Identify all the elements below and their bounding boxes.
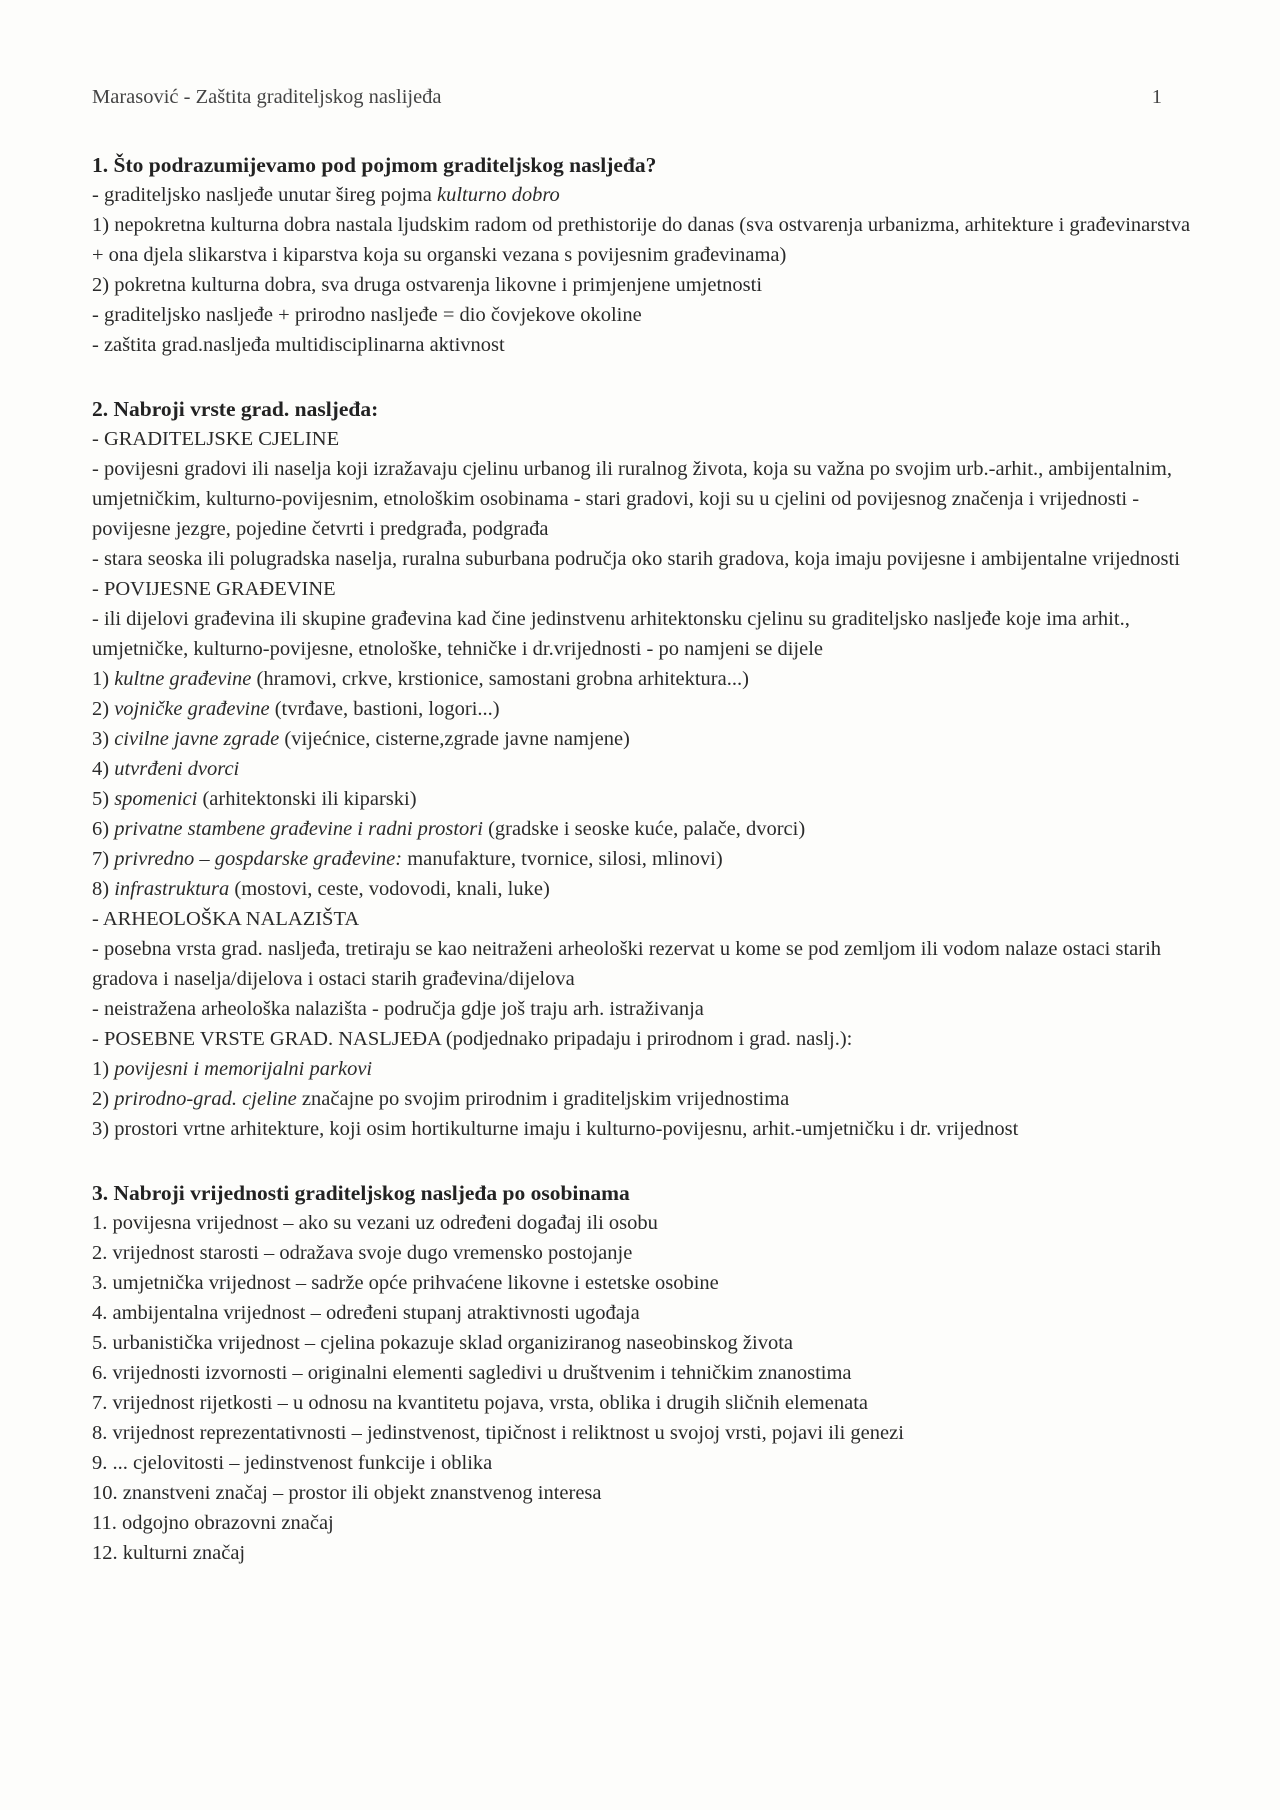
header-title: Marasović - Zaštita graditeljskog naslijeđa — [92, 86, 442, 108]
item-num: 1) — [92, 1058, 115, 1080]
s2-b-paragraph-1: - ili dijelovi građevina ili skupine građevina kad čine jedinstvenu arhitektonsku cjelinu su graditeljsko nasljeđe koje ima arhit., umjetničke, kulturno-povijesne, etnološke, tehničke i dr.vrijednosti - po namjeni se dijele — [92, 608, 1130, 660]
item-text: (gradske i seoske kuće, palače, dvorci) — [482, 818, 806, 840]
s2-c-paragraph-1: - posebna vrsta grad. nasljeđa, tretiraju se kao neitraženi arheološki rezervat u kome se pod zemljom ili vodom nalaze ostaci starih gradova i naselja/dijelova i ostaci starih građevina/dijelova — [92, 938, 1162, 990]
item-text: (tvrđave, bastioni, logori...) — [269, 698, 500, 720]
list-item: 11. odgojno obrazovni značaj — [92, 1512, 334, 1534]
item-emphasis: privatne stambene građevine i radni prostori — [114, 818, 483, 840]
s1-line-1-emphasis: kulturno dobro — [437, 184, 560, 206]
list-item: 10. znanstveni značaj – prostor ili objekt znanstvenog interesa — [92, 1482, 602, 1504]
item-emphasis: spomenici — [114, 788, 198, 810]
list-item — [92, 664, 1202, 694]
list-item: 9. ... cjelovitosti – jedinstvenost funkcije i oblika — [92, 1452, 493, 1474]
list-item — [92, 844, 1202, 874]
list-item: 3. umjetnička vrijednost – sadrže opće prihvaćene likovne i estetske osobine — [92, 1272, 719, 1294]
item-emphasis: privredno – gospdarske građevine: — [114, 848, 403, 870]
item-text: (arhitektonski ili kiparski) — [197, 788, 417, 810]
item-num: 7) — [92, 848, 115, 870]
s2-a-paragraph-2: - stara seoska ili polugradska naselja, ruralna suburbana područja oko starih gradova, koja imaju povijesne i ambijentalne vrijednosti — [92, 548, 1180, 570]
item-num: 1) — [92, 668, 115, 690]
section-1 — [92, 150, 1202, 360]
item-emphasis: civilne javne zgrade — [114, 728, 280, 750]
item-num: 4) — [92, 758, 115, 780]
list-item: 8. vrijednost reprezentativnosti – jedinstvenost, tipičnost i reliktnost u svojoj vrsti, pojavi ili genezi — [92, 1422, 904, 1444]
item-num: 3) — [92, 1118, 115, 1140]
item-num: 2) — [92, 1088, 115, 1110]
list-item — [92, 1084, 1202, 1114]
item-text: (vijećnice, cisterne,zgrade javne namjene) — [279, 728, 630, 750]
section-2-title: 2. Nabroji vrste grad. nasljeđa: — [92, 397, 379, 421]
s1-line-4: - graditeljsko nasljeđe + prirodno nasljeđe = dio čovjekove okoline — [92, 304, 642, 326]
item-emphasis: kultne građevine — [114, 668, 252, 690]
s1-line-3: 2) pokretna kulturna dobra, sva druga ostvarenja likovne i primjenjene umjetnosti — [92, 274, 763, 296]
s2-heading-arheoloska: - ARHEOLOŠKA NALAZIŠTA — [92, 908, 360, 930]
item-emphasis: infrastruktura — [114, 878, 230, 900]
item-num: 5) — [92, 788, 115, 810]
item-emphasis: prirodno-grad. cjeline — [114, 1088, 297, 1110]
item-emphasis: utvrđeni dvorci — [114, 758, 240, 780]
document-page — [92, 86, 1202, 1568]
item-num: 3) — [92, 728, 115, 750]
item-text: (mostovi, ceste, vodovodi, knali, luke) — [229, 878, 550, 900]
item-num: 6) — [92, 818, 115, 840]
list-item — [92, 784, 1202, 814]
section-1-title: 1. Što podrazumijevamo pod pojmom graditeljskog nasljeđa? — [92, 153, 657, 177]
s1-line-1 — [92, 180, 1202, 210]
list-item: 4. ambijentalna vrijednost – određeni stupanj atraktivnosti ugođaja — [92, 1302, 640, 1324]
s1-line-2: 1) nepokretna kulturna dobra nastala ljudskim radom od prethistorije do danas (sva ostvarenja urbanizma, arhitekture i građevinarstva + ona djela slikarstva i kiparstva koja su organski vezana s povijesnim građevinama) — [92, 214, 1191, 266]
list-item — [92, 724, 1202, 754]
s1-line-1-text: - graditeljsko nasljeđe unutar šireg pojma — [92, 184, 437, 206]
item-emphasis: povijesni i memorijalni parkovi — [114, 1058, 373, 1080]
item-emphasis: vojničke građevine — [114, 698, 270, 720]
list-item: 1. povijesna vrijednost – ako su vezani uz određeni događaj ili osobu — [92, 1212, 658, 1234]
section-3 — [92, 1178, 1202, 1568]
item-text: (hramovi, crkve, krstionice, samostani grobna arhitektura...) — [251, 668, 749, 690]
s2-c-paragraph-2: - neistražena arheološka nalazišta - područja gdje još traju arh. istraživanja — [92, 998, 704, 1020]
list-item — [92, 754, 1202, 784]
list-item: 7. vrijednost rijetkosti – u odnosu na kvantitetu pojava, vrsta, oblika i drugih sličnih elemenata — [92, 1392, 868, 1414]
list-item — [92, 1054, 1202, 1084]
s2-heading-posebne: - POSEBNE VRSTE GRAD. NASLJEĐA (podjednako pripadaju i prirodnom i grad. naslj.): — [92, 1028, 853, 1050]
page-header — [92, 86, 1202, 116]
item-text: značajne po svojim prirodnim i graditeljskim vrijednostima — [296, 1088, 790, 1110]
list-item — [92, 814, 1202, 844]
item-text: prostori vrtne arhitekture, koji osim hortikulturne imaju i kulturno-povijesnu, arhit.-umjetničku i dr. vrijednost — [114, 1118, 1019, 1140]
item-num: 2) — [92, 698, 115, 720]
list-item — [92, 694, 1202, 724]
page-number: 1 — [1151, 86, 1162, 108]
list-item: 12. kulturni značaj — [92, 1542, 246, 1564]
s1-line-5: - zaštita grad.nasljeđa multidisciplinarna aktivnost — [92, 334, 505, 356]
list-item: 2. vrijednost starosti – odražava svoje dugo vremensko postojanje — [92, 1242, 633, 1264]
item-text: manufakture, tvornice, silosi, mlinovi) — [402, 848, 723, 870]
list-item: 6. vrijednosti izvornosti – originalni elementi sagledivi u društvenim i tehničkim znanostima — [92, 1362, 852, 1384]
section-2 — [92, 394, 1202, 1144]
list-item — [92, 874, 1202, 904]
section-3-title: 3. Nabroji vrijednosti graditeljskog nasljeđa po osobinama — [92, 1181, 630, 1205]
s2-a-paragraph-1: - povijesni gradovi ili naselja koji izražavaju cjelinu urbanog ili ruralnog života, koja su važna po svojim urb.-arhit., ambijentalnim, umjetničkim, kulturno-povijesnim, etnološkim osobinama - stari gradovi, koji su u cjelini od povijesnog značenja i vrijednosti - povijesne jezgre, pojedine četvrti i predgrađa, podgrađa — [92, 458, 1172, 540]
item-num: 8) — [92, 878, 115, 900]
list-item — [92, 1114, 1202, 1144]
s2-heading-povijesne: - POVIJESNE GRAĐEVINE — [92, 578, 336, 600]
list-item: 5. urbanistička vrijednost – cjelina pokazuje sklad organiziranog naseobinskog života — [92, 1332, 793, 1354]
s2-heading-graditeljske: - GRADITELJSKE CJELINE — [92, 428, 340, 450]
